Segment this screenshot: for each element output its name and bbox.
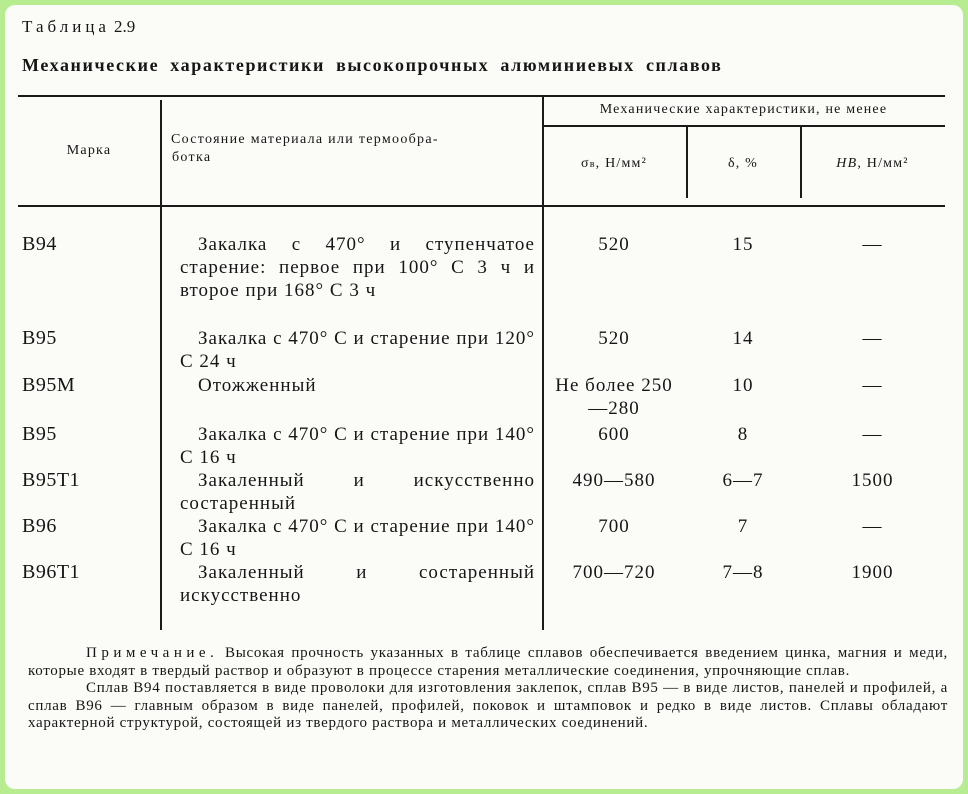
table-body: [18, 233, 945, 609]
hb-unit: , Н/мм²: [857, 156, 909, 171]
treatment-state: Закалка с 470° С и старение при 140° С 16 ч: [180, 424, 536, 468]
table-note: [28, 645, 948, 733]
elongation: 6—7: [722, 470, 764, 491]
tensile-strength: 520: [598, 234, 630, 255]
header-state-line1: Состояние материала или термообра-: [171, 132, 439, 147]
scanned-page: [5, 5, 963, 789]
brinell-hardness: —: [862, 328, 883, 349]
brinell-hardness: —: [862, 516, 883, 537]
header-state: [171, 131, 533, 167]
brinell-hardness: 1500: [851, 470, 894, 491]
treatment-state: Закаленный и искусственно состаренный: [180, 470, 535, 514]
header-delta: δ, %: [727, 156, 759, 171]
tensile-strength: Не более 250—280: [555, 375, 673, 419]
table-row: [18, 561, 945, 609]
note-text-1: Высокая прочность указанных в таблице сплавов обеспечивается введением цинка, магния и меди, которые входят в твердый раствор и образуют в процессе старения металлические соединения, упрочняющие сплав.: [28, 645, 949, 679]
alloy-grade: В95М: [22, 374, 76, 396]
tensile-strength: 490—580: [572, 470, 656, 491]
note-paragraph-2: Сплав В94 поставляется в виде проволоки для изготовления заклепок, сплав В95 — в виде листов, панелей и профилей, а сплав В96 — главным образом в виде панелей, профилей, поковок и штамповок и редко в виде листов. Сплавы обладают характерной структурой, состоящей из твердого раствора и металлических соединений.: [28, 680, 948, 732]
tensile-strength: 700—720: [572, 562, 656, 583]
alloy-grade: В95: [22, 423, 57, 445]
tensile-strength: 700: [598, 516, 630, 537]
table-row: [18, 233, 945, 327]
alloy-grade: В94: [22, 233, 57, 255]
alloy-grade: В96: [22, 515, 57, 537]
brinell-hardness: —: [862, 234, 883, 255]
header-sigma: [542, 126, 686, 202]
note-paragraph-1: [28, 645, 948, 680]
brinell-hardness: 1900: [851, 562, 894, 583]
table-row: [18, 423, 945, 469]
header-group: Механические характеристики, не менее: [599, 102, 888, 117]
elongation: 8: [737, 424, 749, 445]
tensile-strength: 600: [598, 424, 630, 445]
treatment-state: Закалка с 470° С и старение при 120° С 24 ч: [180, 328, 536, 372]
treatment-state: Закаленный и состаренный искусственно: [180, 562, 535, 606]
alloy-grade: В95: [22, 327, 57, 349]
table-row: [18, 515, 945, 561]
sigma-unit: , Н/мм²: [595, 156, 647, 171]
table-row: [18, 374, 945, 423]
elongation: 7: [737, 516, 749, 537]
table-label-number: 2.9: [113, 17, 136, 36]
brinell-hardness: —: [862, 424, 883, 445]
treatment-state: Закалка с 470° С и старение при 140° С 16 ч: [180, 516, 536, 560]
note-label: Примечание.: [86, 645, 219, 661]
sigma-subscript: в: [589, 158, 596, 170]
elongation: 7—8: [722, 562, 764, 583]
table-row: [18, 469, 945, 515]
header-hb: [800, 126, 945, 202]
sigma-symbol: σ: [581, 156, 590, 171]
header-bottom-rule: [18, 205, 945, 207]
brinell-hardness: —: [862, 375, 883, 396]
elongation: 15: [732, 234, 754, 255]
elongation: 14: [732, 328, 754, 349]
tensile-strength: 520: [598, 328, 630, 349]
hb-symbol: HB: [836, 156, 858, 171]
header-state-line2: ботка: [172, 150, 212, 165]
treatment-state: Отожженный: [198, 375, 317, 396]
alloy-grade: В95Т1: [22, 469, 81, 491]
elongation: 10: [732, 375, 754, 396]
table-title: Механические характеристики высокопрочных алюминиевых сплавов: [22, 55, 723, 75]
alloy-grade: В96Т1: [22, 561, 81, 583]
table-row: [18, 327, 945, 374]
header-mark: Марка: [66, 143, 112, 158]
table-number: [22, 17, 135, 37]
treatment-state: Закалка с 470° и ступенчатое старение: первое при 100° С 3 ч и второе при 168° С 3 ч: [180, 234, 535, 301]
table-label-word: Таблица: [22, 17, 110, 36]
